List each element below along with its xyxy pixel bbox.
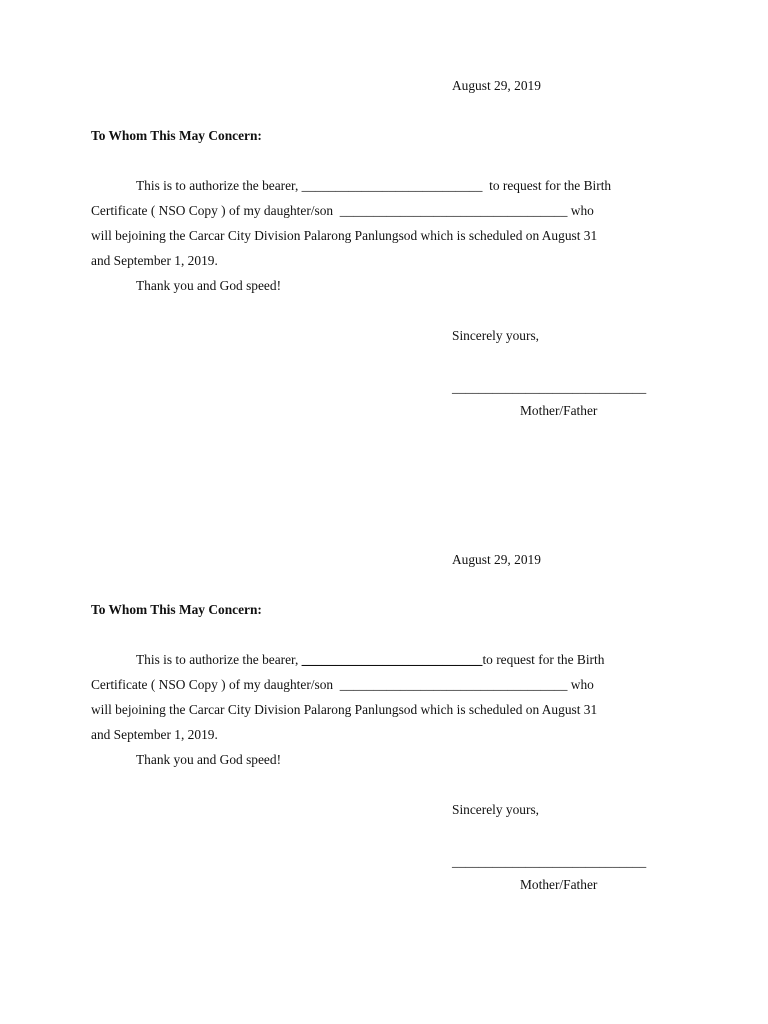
body-line-certificate: Certificate ( NSO Copy ) of my daughter/son __________________________________ who — [91, 677, 594, 692]
body-line-suffix: to request for the Birth — [482, 652, 605, 667]
signature-label: Mother/Father — [520, 403, 598, 418]
signature-label: Mother/Father — [520, 877, 598, 892]
closing: Sincerely yours, — [452, 328, 540, 343]
letter-salutation: To Whom This May Concern: — [91, 128, 262, 143]
letter-date: August 29, 2019 — [452, 552, 541, 567]
body-line-dates: and September 1, 2019. — [91, 253, 218, 268]
body-line-authorization — [136, 652, 604, 668]
authorization-letter-1 — [0, 0, 768, 474]
body-line-prefix: This is to authorize the bearer, — [136, 652, 302, 667]
thanks-line: Thank you and God speed! — [136, 752, 282, 767]
letter-salutation: To Whom This May Concern: — [91, 602, 262, 617]
authorization-letter-2 — [0, 474, 768, 948]
thanks-line: Thank you and God speed! — [136, 278, 282, 293]
bearer-blank: ___________________________ — [301, 652, 483, 667]
body-line-dates: and September 1, 2019. — [91, 727, 218, 742]
closing: Sincerely yours, — [452, 802, 540, 817]
body-line-event: will bejoining the Carcar City Division Palarong Panlungsod which is scheduled on August 31 — [91, 702, 598, 717]
body-line-authorization: This is to authorize the bearer, ___________________________ to request for the Birth — [136, 178, 612, 193]
letter-date: August 29, 2019 — [452, 78, 541, 93]
body-line-event: will bejoining the Carcar City Division Palarong Panlungsod which is scheduled on August 31 — [91, 228, 598, 243]
signature-line: _____________________________ — [452, 854, 647, 869]
body-line-certificate: Certificate ( NSO Copy ) of my daughter/son __________________________________ who — [91, 203, 594, 218]
signature-line: _____________________________ — [452, 380, 647, 395]
